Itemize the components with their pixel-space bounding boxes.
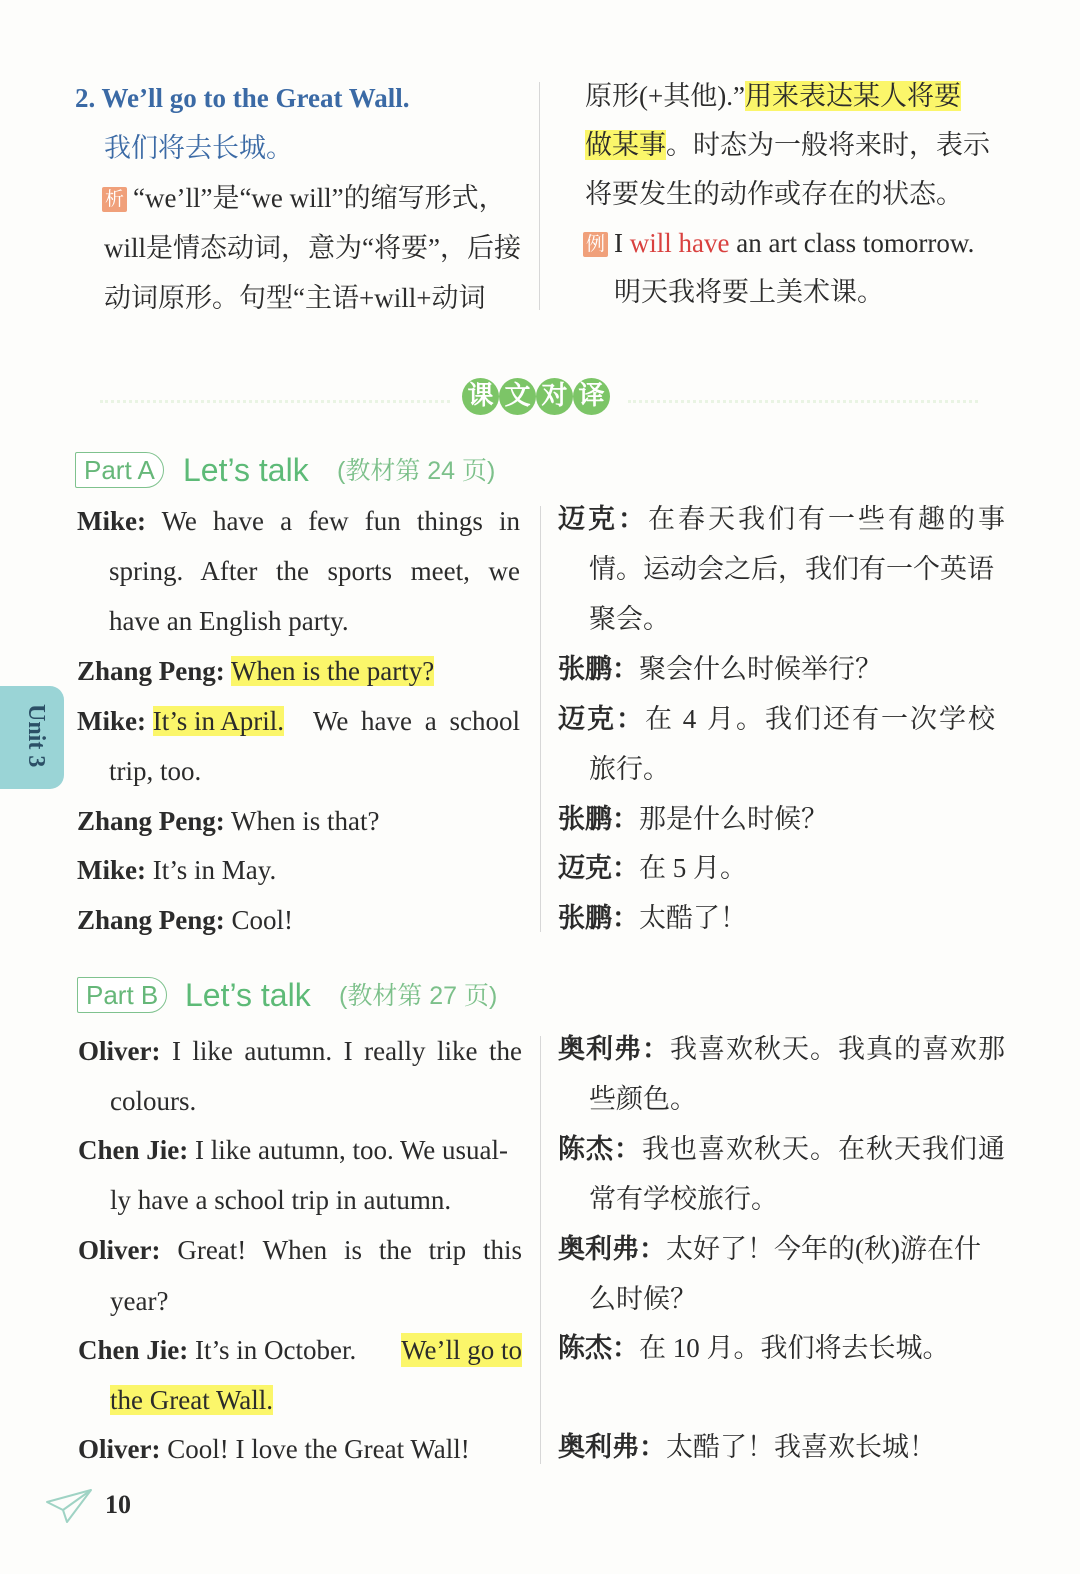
speaker-name: Mike:	[77, 706, 146, 736]
note-chinese-translation: 我们将去长城。	[104, 133, 293, 163]
highlighted-text: the Great Wall.	[110, 1385, 274, 1415]
speaker-name: 张鹏：	[558, 654, 639, 684]
section-dots-right	[628, 400, 978, 403]
dialogue-b-cn-4: 常有学校旅行。	[589, 1184, 778, 1214]
speaker-name: 奥利弗：	[558, 1034, 670, 1064]
dialogue-text: 在 5 月。	[639, 853, 747, 883]
example-line	[583, 226, 974, 260]
speaker-name: Oliver:	[78, 1235, 161, 1265]
dialogue-text: 太酷了！我喜欢长城！	[666, 1432, 936, 1462]
part-b-label: Part B	[77, 977, 167, 1013]
speaker-name: Mike:	[77, 506, 146, 536]
speaker-name: Zhang Peng:	[77, 905, 225, 935]
example-text: I	[614, 228, 630, 258]
section-dots-left	[100, 400, 450, 403]
note-column-divider	[539, 82, 540, 310]
part-b-heading	[77, 977, 537, 1013]
unit-tab-label: Unit 3	[23, 704, 49, 768]
speaker-name: Zhang Peng:	[77, 806, 225, 836]
speaker-name: Chen Jie:	[78, 1135, 189, 1165]
dialogue-a-en-4	[77, 654, 434, 688]
speaker-name: 迈克：	[558, 504, 648, 534]
dialogue-a-en-6: trip, too.	[109, 756, 202, 786]
dialogue-a-en-3: have an English party.	[109, 606, 349, 636]
dialogue-text: We have a school	[313, 706, 520, 736]
dialogue-b-en-6: year?	[110, 1286, 169, 1316]
dialogue-b-cn-9	[558, 1430, 936, 1464]
dialogue-a-cn-5	[558, 702, 997, 736]
note-text: 原形(+其他).”	[585, 81, 745, 111]
dialogue-text: It’s in May.	[152, 855, 277, 885]
highlighted-text: When is the party?	[231, 656, 435, 686]
part-a-title: Let’s talk	[183, 452, 309, 488]
dialogue-b-cn-3	[558, 1132, 1006, 1166]
dialogue-text: Cool!	[231, 905, 294, 935]
dialogue-a-cn-9	[558, 901, 747, 935]
speaker-name: Chen Jie:	[78, 1335, 189, 1365]
highlighted-text: It’s in April.	[152, 706, 284, 736]
part-a-column-divider	[540, 506, 541, 932]
dialogue-b-cn-1	[558, 1032, 1006, 1066]
dialogue-b-en-1	[78, 1034, 522, 1068]
dialogue-a-cn-1	[558, 502, 1008, 536]
part-b-page-ref: (教材第 27 页)	[339, 982, 498, 1010]
part-a-page-ref: (教材第 24 页)	[337, 457, 496, 485]
speaker-name: 陈杰：	[558, 1333, 639, 1363]
dialogue-text: 在 10 月。我们将去长城。	[639, 1333, 950, 1363]
example-text: an art class tomorrow.	[729, 228, 975, 258]
dialogue-a-cn-2: 情。运动会之后，我们有一个英语	[589, 554, 994, 584]
dialogue-text: It’s in October.	[195, 1335, 357, 1365]
dialogue-b-en-7	[78, 1333, 522, 1367]
dialogue-text: 我也喜欢秋天。在秋天我们通	[642, 1134, 1006, 1164]
part-a-heading	[75, 452, 535, 488]
unit-side-tab	[0, 686, 64, 789]
highlighted-text: 做某事	[585, 130, 666, 160]
section-title-char-4: 译	[573, 378, 610, 415]
dialogue-a-cn-7	[558, 802, 828, 836]
speaker-name: 张鹏：	[558, 903, 639, 933]
speaker-name: Oliver:	[78, 1434, 161, 1464]
speaker-name: 陈杰：	[558, 1134, 642, 1164]
highlighted-text: 用来表达某人将要	[744, 81, 961, 111]
dialogue-b-en-8	[110, 1383, 273, 1417]
dialogue-b-cn-2: 些颜色。	[589, 1084, 697, 1114]
speaker-name: Zhang Peng:	[77, 656, 225, 686]
dialogue-a-en-8	[77, 853, 276, 887]
dialogue-text: 在 4 月。我们还有一次学校	[645, 704, 997, 734]
dialogue-a-cn-3: 聚会。	[589, 604, 670, 634]
speaker-name: 张鹏：	[558, 804, 639, 834]
section-title-char-3: 对	[536, 378, 573, 415]
note-right-line-2	[585, 128, 990, 162]
dialogue-text: We have a few fun things in	[161, 506, 520, 536]
dialogue-text: 在春天我们有一些有趣的事	[648, 504, 1008, 534]
note-analysis-line-1	[102, 181, 506, 215]
speaker-name: 迈克：	[558, 853, 639, 883]
note-text: 。时态为一般将来时，表示	[666, 130, 990, 160]
speaker-name: 奥利弗：	[558, 1234, 666, 1264]
dialogue-b-cn-6: 么时候？	[589, 1284, 697, 1314]
section-title-char-2: 文	[499, 378, 536, 415]
speaker-name: Oliver:	[78, 1036, 161, 1066]
example-red-text: will have	[629, 228, 730, 258]
paper-plane-icon	[45, 1488, 93, 1524]
dialogue-b-en-3	[78, 1133, 508, 1167]
part-b-title: Let’s talk	[185, 977, 311, 1013]
dialogue-a-en-9	[77, 903, 293, 937]
note-right-line-1	[585, 79, 961, 113]
dialogue-text: 太好了！今年的(秋)游在什	[666, 1234, 981, 1264]
note-right-line-3: 将要发生的动作或存在的状态。	[585, 179, 963, 209]
dialogue-text: 那是什么时候？	[639, 804, 828, 834]
dialogue-b-en-5	[78, 1233, 522, 1267]
dialogue-a-en-5	[77, 704, 520, 738]
speaker-name: 迈克：	[558, 704, 645, 734]
example-badge: 例	[583, 232, 608, 257]
dialogue-b-en-4: ly have a school trip in autumn.	[110, 1185, 452, 1215]
dialogue-b-cn-5	[558, 1232, 981, 1266]
part-a-label: Part A	[75, 452, 164, 488]
dialogue-a-en-1	[77, 504, 520, 538]
note-analysis-line-2: will是情态动词，意为“将要”，后接	[104, 233, 521, 263]
speaker-name: Mike:	[77, 855, 146, 885]
dialogue-a-en-7	[77, 804, 380, 838]
dialogue-text: Cool! I love the Great Wall!	[167, 1434, 470, 1464]
note-text: “we’ll”是“we will”的缩写形式，	[133, 183, 506, 213]
dialogue-text: When is that?	[231, 806, 380, 836]
dialogue-text: I like autumn, too. We usual-	[195, 1135, 509, 1165]
dialogue-text: I like autumn. I really like the	[171, 1036, 522, 1066]
dialogue-a-en-2: spring. After the sports meet, we	[109, 556, 520, 586]
part-b-column-divider	[540, 1036, 541, 1464]
note-heading: 2. We’ll go to the Great Wall.	[75, 83, 410, 113]
dialogue-text: 我喜欢秋天。我真的喜欢那	[670, 1034, 1006, 1064]
dialogue-text: 聚会什么时候举行？	[639, 654, 882, 684]
page-number: 10	[105, 1490, 131, 1519]
dialogue-b-en-2: colours.	[110, 1086, 197, 1116]
dialogue-a-cn-8	[558, 851, 747, 885]
note-analysis-line-3: 动词原形。句型“主语+will+动词	[104, 283, 486, 313]
section-title-char-1: 课	[462, 378, 499, 415]
dialogue-b-en-9	[78, 1432, 470, 1466]
dialogue-a-cn-4	[558, 652, 882, 686]
dialogue-text: 太酷了！	[639, 903, 747, 933]
dialogue-a-cn-6: 旅行。	[589, 754, 670, 784]
example-translation: 明天我将要上美术课。	[614, 277, 884, 307]
dialogue-b-cn-7	[558, 1331, 950, 1365]
analysis-badge: 析	[102, 187, 127, 212]
highlighted-text: We’ll go to	[401, 1335, 522, 1365]
speaker-name: 奥利弗：	[558, 1432, 666, 1462]
dialogue-text: Great! When is the trip this	[177, 1235, 523, 1265]
